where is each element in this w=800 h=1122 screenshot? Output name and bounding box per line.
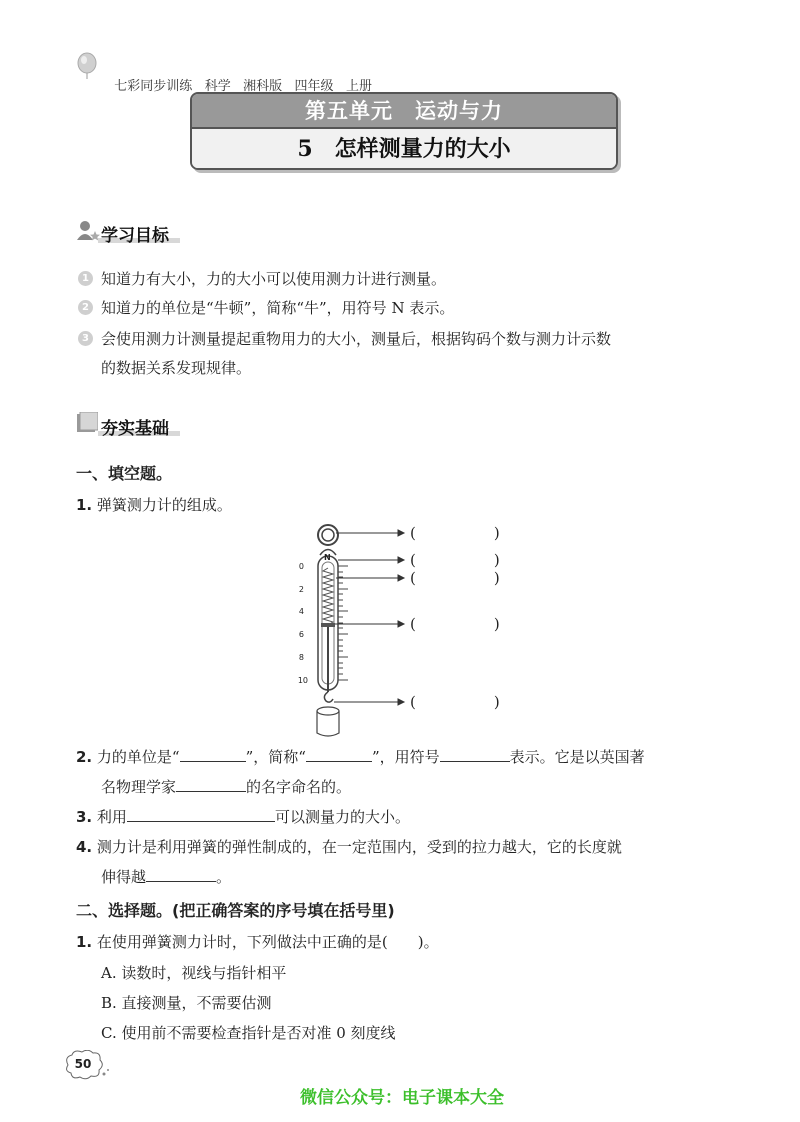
header-subject: 科学 — [204, 79, 231, 94]
question-number: 4. — [76, 838, 93, 856]
answer-blank-pointer: ( ) — [410, 615, 500, 633]
lesson-title: 5 怎样测量力的大小 — [192, 127, 616, 170]
goal-number: 3 — [78, 331, 93, 346]
scale-label: 0 — [298, 562, 304, 571]
answer-blank-spring: ( ) — [410, 569, 500, 587]
question-4: 4. 测力计是利用弹簧的弹性制成的，在一定范围内，受到的拉力越大，它的长度就 — [76, 838, 622, 856]
choice-question-1: 1. 在使用弹簧测力计时，下列做法中正确的是( )。 — [76, 933, 439, 951]
fill-blank-heading: 一、填空题。 — [76, 464, 173, 483]
choice-option-c: C. 使用前不需要检查指针是否对准 0 刻度线 — [101, 1024, 396, 1042]
answer-blank[interactable] — [180, 747, 246, 762]
notebook-icon — [76, 412, 98, 438]
goal-item-continued: 的数据关系发现规律。 — [101, 359, 252, 377]
scale-label: 4 — [298, 607, 304, 616]
lesson-title-box — [190, 92, 618, 170]
scale-label: 10 — [297, 676, 308, 685]
watermark-text: 微信公众号：电子课本大全 — [300, 1088, 504, 1108]
answer-blank-unit: ( ) — [410, 551, 500, 569]
question-3: 3. 利用 可以测量力的大小。 — [76, 808, 410, 826]
answer-blank[interactable] — [146, 867, 216, 882]
question-2: 2. 力的单位是“ ”，简称“ ”，用符号 表示。它是以英国著 — [76, 748, 645, 766]
question-number: 2. — [76, 748, 93, 766]
question-4-line-2: 伸得越 。 — [101, 868, 232, 886]
balloon-logo — [74, 52, 100, 84]
question-text: 弹簧测力计的组成。 — [96, 496, 232, 514]
answer-blank[interactable] — [440, 747, 510, 762]
basics-heading: 夯实基础 — [101, 419, 169, 439]
question-2-line-2: 名物理学家 的名字命名的。 — [101, 778, 352, 796]
header-volume: 上册 — [345, 79, 372, 94]
choice-option-a: A. 读数时，视线与指针相平 — [101, 964, 287, 982]
goal-item: 会使用测力计测量提起重物用力的大小，测量后，根据钩码个数与测力计示数 — [101, 330, 612, 348]
person-star-icon — [76, 220, 100, 246]
header-edition: 湘科版 — [243, 79, 283, 94]
goal-item: 知道力有大小，力的大小可以使用测力计进行测量。 — [101, 270, 447, 288]
header-grade: 四年级 — [294, 79, 334, 94]
choice-option-b: B. 直接测量，不需要估测 — [101, 994, 272, 1012]
answer-blank[interactable] — [306, 747, 372, 762]
answer-blank[interactable] — [127, 807, 275, 822]
multiple-choice-heading: 二、选择题。(把正确答案的序号填在括号里) — [76, 901, 395, 920]
answer-blank-ring: ( ) — [410, 524, 500, 542]
goal-item: 知道力的单位是“牛顿”，简称“牛”，用符号 N 表示。 — [101, 299, 455, 317]
question-number: 3. — [76, 808, 93, 826]
unit-label: N — [324, 553, 331, 562]
question-number: 1. — [76, 496, 93, 514]
header-series: 七彩同步训练 — [114, 79, 193, 94]
page-number: 50 — [74, 1057, 92, 1071]
unit-title: 第五单元 运动与力 — [192, 94, 616, 127]
scale-label: 2 — [298, 585, 304, 594]
scale-label: 8 — [298, 653, 304, 662]
goals-heading: 学习目标 — [101, 226, 169, 246]
scale-label: 6 — [298, 630, 304, 639]
question-1 — [76, 494, 232, 515]
answer-blank[interactable] — [176, 777, 246, 792]
goal-number: 1 — [78, 271, 93, 286]
answer-blank-hook: ( ) — [410, 693, 500, 711]
goal-number: 2 — [78, 300, 93, 315]
question-number: 1. — [76, 933, 93, 951]
book-header — [106, 60, 372, 94]
